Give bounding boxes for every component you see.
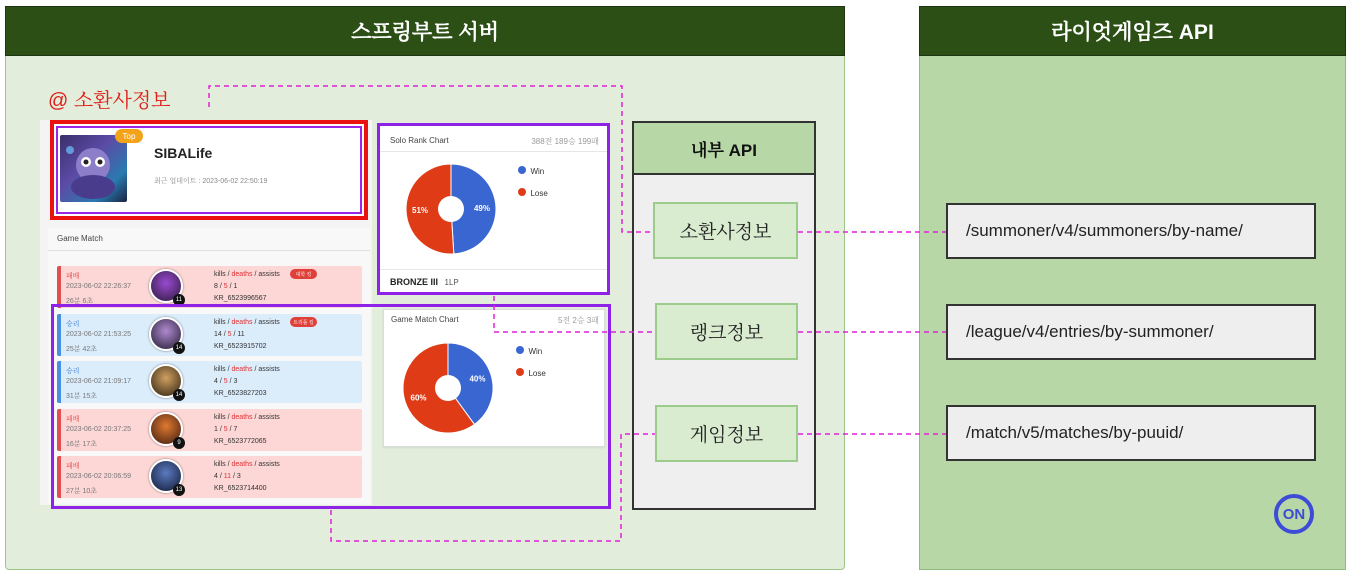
kda-separator: / <box>252 461 259 468</box>
kda-deaths-label: deaths <box>231 414 253 421</box>
match-result: 패배 <box>66 416 80 423</box>
summoner-name: SIBALife <box>154 145 213 161</box>
kda-assists-label: assists <box>258 271 280 278</box>
kda-deaths: 11 <box>223 473 232 480</box>
kda-deaths: 5 <box>223 426 228 433</box>
on-logo: ON <box>1274 494 1314 534</box>
riot-title: 라이엇게임즈 API <box>1051 21 1214 44</box>
kda-assists: 7 <box>233 426 238 433</box>
match-duration: 16분 17초 <box>66 441 98 448</box>
solo-rank-legend <box>518 161 548 201</box>
endpoint-summoner: /summoner/v4/summoners/by-name/ <box>946 203 1316 259</box>
match-duration: 27분 10초 <box>66 488 98 495</box>
kda-kills-label: kills <box>214 414 226 421</box>
legend-win-dot <box>516 346 524 354</box>
pie-slice-label: 51% <box>412 205 429 215</box>
kda-separator: / <box>227 283 234 290</box>
kda-assists-label: assists <box>258 366 280 373</box>
internal-api-header <box>634 123 814 175</box>
match-id: KR_6523915702 <box>214 343 267 350</box>
match-duration: 26분 6초 <box>66 298 94 305</box>
match-id: KR_6523714400 <box>214 485 267 492</box>
legend-win-label: Win <box>530 167 545 176</box>
kda-separator: / <box>217 473 224 480</box>
legend-win <box>518 161 548 179</box>
kda-separator: / <box>252 271 259 278</box>
summoner-avatar <box>60 135 127 202</box>
kda-separator: / <box>225 271 232 278</box>
kda-deaths: 5 <box>223 378 228 385</box>
summoner-label: @ 소환사정보 <box>48 90 171 112</box>
match-row[interactable] <box>57 266 362 308</box>
api-button-rank[interactable]: 랭크정보 <box>655 303 798 360</box>
legend-win <box>516 341 546 359</box>
summoner-card <box>50 120 368 220</box>
kda-kills-label: kills <box>214 319 226 326</box>
legend-lose-label: Lose <box>530 189 548 198</box>
champion-level: 14 <box>173 342 185 354</box>
match-duration: 25분 42초 <box>66 346 98 353</box>
match-result: 승리 <box>66 321 80 328</box>
game-match-pie-chart <box>402 342 494 434</box>
pie-slice-label: 40% <box>469 374 486 384</box>
match-tag-badge: 트리플 킬 <box>290 317 317 327</box>
kda-separator: / <box>221 331 228 338</box>
match-date: 2023-06-02 20:06:59 <box>66 473 131 480</box>
match-id: KR_6523996567 <box>214 295 267 302</box>
champion-level: 13 <box>173 484 185 496</box>
internal-api-title: 내부 API <box>691 140 757 160</box>
kda-separator: / <box>227 378 234 385</box>
match-date: 2023-06-02 21:09:17 <box>66 378 131 385</box>
solo-rank-summary: 388전 189승 199패 <box>531 137 599 146</box>
match-date: 2023-06-02 21:53:25 <box>66 331 131 338</box>
match-date: 2023-06-02 20:37:25 <box>66 426 131 433</box>
game-match-chart-panel <box>383 309 605 447</box>
game-match-summary: 5전 2승 3패 <box>558 316 599 325</box>
kda-separator: / <box>217 283 224 290</box>
kda-deaths-label: deaths <box>231 461 253 468</box>
match-id: KR_6523772065 <box>214 438 267 445</box>
match-duration: 31분 15초 <box>66 393 98 400</box>
rank-tier: BRONZE III <box>390 277 439 287</box>
rank-info-highlight <box>377 123 610 295</box>
kda-separator: / <box>225 319 232 326</box>
game-match-legend <box>516 341 546 381</box>
match-result: 패배 <box>66 273 80 280</box>
kda-separator: / <box>231 473 237 480</box>
kda-separator: / <box>217 378 224 385</box>
kda-separator: / <box>231 331 238 338</box>
game-match-title: Game Match <box>57 234 103 243</box>
kda-kills: 1 <box>214 426 218 433</box>
rank-footer <box>390 277 459 287</box>
rank-lp: 1LP <box>444 278 459 287</box>
legend-lose-dot <box>516 368 524 376</box>
endpoint-match: /match/v5/matches/by-puuid/ <box>946 405 1316 461</box>
kda-assists-label: assists <box>258 414 280 421</box>
kda-assists-label: assists <box>258 461 280 468</box>
solo-rank-pie-chart <box>405 163 497 255</box>
pie-slice-label: 49% <box>473 204 490 214</box>
kda-kills: 4 <box>214 473 218 480</box>
kda-separator: / <box>225 461 232 468</box>
kda-separator: / <box>225 414 232 421</box>
avatar-art-icon <box>60 135 127 202</box>
legend-lose-label: Lose <box>528 369 546 378</box>
match-id: KR_6523827203 <box>214 390 267 397</box>
kda-kills-label: kills <box>214 366 226 373</box>
kda-deaths-label: deaths <box>231 271 253 278</box>
kda-separator: / <box>252 366 259 373</box>
kda-kills-label: kills <box>214 461 226 468</box>
api-button-summoner[interactable]: 소환사정보 <box>653 202 798 259</box>
endpoint-league: /league/v4/entries/by-summoner/ <box>946 304 1316 360</box>
match-tag-badge: 대학 킹 <box>290 269 317 279</box>
pie-center-hole <box>435 375 461 401</box>
kda-deaths: 5 <box>223 283 228 290</box>
api-button-game[interactable]: 게임정보 <box>655 405 798 462</box>
legend-lose-dot <box>518 188 526 196</box>
legend-win-dot <box>518 166 526 174</box>
kda-assists: 3 <box>236 473 241 480</box>
summoner-card-inner <box>56 126 362 214</box>
pie-slice-label: 60% <box>410 393 427 403</box>
legend-lose <box>518 183 548 201</box>
solo-rank-title-divider <box>380 151 607 152</box>
riot-panel-header <box>919 6 1346 56</box>
game-match-chart-title: Game Match Chart <box>391 315 459 324</box>
server-title: 스프링부트 서버 <box>351 21 499 44</box>
champion-level: 11 <box>173 294 185 306</box>
kda-kills: 8 <box>214 283 218 290</box>
kda-header <box>214 271 280 278</box>
kda-deaths-label: deaths <box>231 366 253 373</box>
server-panel-header <box>5 6 845 56</box>
match-result: 패배 <box>66 463 80 470</box>
pie-center-hole <box>438 196 464 222</box>
kda-kills: 14 <box>214 331 222 338</box>
solo-rank-chart-title: Solo Rank Chart <box>390 136 449 145</box>
kda-assists: 3 <box>233 378 238 385</box>
kda-kills: 4 <box>214 378 218 385</box>
kda-kills-label: kills <box>214 271 226 278</box>
kda-deaths: 5 <box>227 331 232 338</box>
champion-level: 9 <box>173 437 185 449</box>
kda-assists-label: assists <box>258 319 280 326</box>
kda-values <box>214 283 237 290</box>
kda-separator: / <box>252 319 259 326</box>
legend-win-label: Win <box>528 347 543 356</box>
kda-separator: / <box>225 366 232 373</box>
solo-rank-footer-divider <box>380 269 607 270</box>
kda-separator: / <box>217 426 224 433</box>
match-date: 2023-06-02 22:26:37 <box>66 283 131 290</box>
summoner-updated: 최근 업데이트 : 2023-06-02 22:50:19 <box>154 178 268 185</box>
champion-level: 14 <box>173 389 185 401</box>
kda-separator: / <box>227 426 234 433</box>
match-result: 승리 <box>66 368 80 375</box>
kda-assists: 11 <box>237 331 245 338</box>
tier-badge: Top <box>115 129 143 143</box>
legend-lose <box>516 363 546 381</box>
kda-assists: 1 <box>233 283 238 290</box>
game-match-divider <box>48 250 370 251</box>
kda-deaths-label: deaths <box>231 319 253 326</box>
kda-separator: / <box>252 414 259 421</box>
